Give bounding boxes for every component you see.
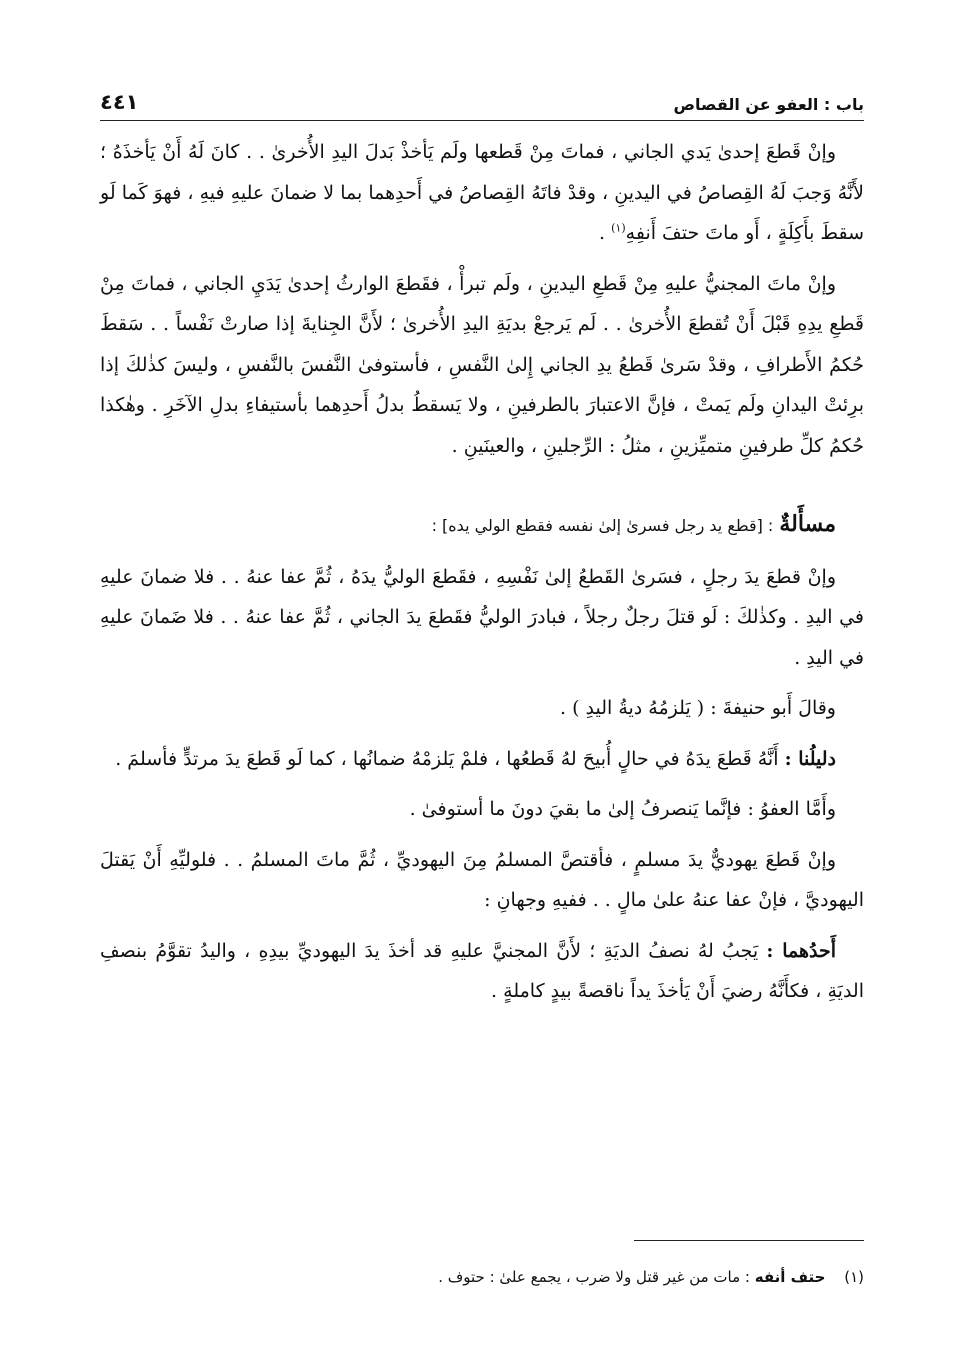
chapter-title: باب : العفو عن القصاص (673, 95, 864, 114)
paragraph-1 (100, 132, 864, 254)
masala-subtitle: : [قطع يد رجل فسرىٰ إلىٰ نفسه فقطع الولي يده] : (431, 516, 774, 535)
paragraph-2: وإنْ ماتَ المجنيُّ عليهِ مِنْ قَطعِ اليدينِ ، ولَم تبرأْ ، فقَطعَ الوارثُ إحدىٰ يَدَيِ الجاني ، فماتَ مِنْ قَطعِ يدِهِ قَبْلَ أَنْ تُقطعَ الأُخرىٰ . . لَم يَرجعْ بديَةِ اليدِ الأُخرىٰ ؛ لأَنَّ الجِنايةَ إذا صارتْ نَفْساً . . سَقطَ حُكمُ الأَطرافِ ، وقدْ سَرىٰ قَطعُ يدِ الجاني إِلىٰ النَّفسِ ، فأستوفىٰ النَّفسَ بالنَّفسِ ، وليسَ كذٰلكَ إذا برِئتْ اليدانِ ولَم يَمتْ ، فإنَّ الاعتبارَ بالطرفينِ ، ولا يَسقطُ بدلُ أَحدِهما بأستيفاءِ بدلِ الآخَرِ . وهٰكذا حُكمُ كلِّ طرفينِ متميِّزينِ ، مثلُ : الرِّجلينِ ، والعينَينِ . (100, 272, 864, 457)
footnote (100, 1268, 864, 1286)
footnote-mark: (١) (611, 221, 626, 235)
main-text (100, 132, 864, 1022)
paragraph-4: وقالَ أَبو حنيفةَ : ( يَلزمُهُ ديةُ اليدِ ) . (559, 697, 836, 719)
paragraph-1-text: وإنْ قَطعَ إحدىٰ يَدي الجاني ، فماتَ مِنْ قَطعها ولَم يَأخذْ بَدلَ اليدِ الأُخرىٰ . . كانَ لَهُ أَنْ يَأخذَهُ ؛ لأَنَّهُ وَجبَ لَهُ القِصاصُ في اليدينِ ، وقدْ فاتَهُ القِصاصُ في أَحدِهما بما لا ضمانَ عليهِ فيهِ ، فهوَ كَما لَو سقطَ بأَكِلَةٍ ، أَو ماتَ حتفَ أَنفِهِ (100, 141, 864, 244)
footnote-term: حتف أنفه (754, 1268, 826, 1286)
header-rule (100, 120, 864, 121)
paragraph-3: وإنْ قطعَ يدَ رجلٍ ، فسَرىٰ القَطعُ إلىٰ نَفْسِهِ ، فقَطعَ الوليُّ يدَهُ ، ثُمَّ عفا عنهُ . . فلا ضمانَ عليهِ في اليدِ . وكذٰلكَ : لَو قتلَ رجلٌ رجلاً ، فبادرَ الوليُّ فقَطعَ يدَ الجاني ، ثُمَّ عفا عنهُ . . فلا ضَمانَ عليهِ في اليدِ . (100, 565, 864, 669)
page-number: ٤٤١ (100, 90, 139, 114)
paragraph-1-end: . (599, 222, 612, 244)
term-dalil: دليلُنا : (784, 747, 836, 770)
paragraph-6 (100, 789, 864, 830)
paragraph-7: وإنْ قَطعَ يهوديٌّ يدَ مسلمٍ ، فأقتصَّ المسلمُ مِنَ اليهوديِّ ، ثُمَّ ماتَ المسلمُ . . فلوليِّهِ أَنْ يَقتلَ اليهوديَّ ، فإنْ عفا عنهُ علىٰ مالٍ . . ففيهِ وجهانِ : (100, 848, 864, 911)
term-afw: وأَمَّا العفوُ : (747, 798, 836, 820)
paragraph-8 (100, 931, 864, 1012)
running-header (100, 82, 864, 114)
footnote-text: : مات من غير قتل ولا ضرب ، يجمع علىٰ : حتوف . (438, 1268, 750, 1286)
paragraph-5-text: أَنَّهُ قَطعَ يدَهُ في حالٍ أُبيحَ لهُ قَطعُها ، فلمْ يَلزمْهُ ضمانُها ، كما لَو قَطعَ يدَ مرتدٍّ فأسلمَ . (115, 747, 779, 770)
paragraph-5 (100, 739, 864, 780)
paragraph-6-text: فإنَّما يَنصرفُ إلىٰ ما بقيَ دونَ ما أستوفىٰ . (409, 798, 742, 820)
term-ahaduhuma: أَحدُهما : (766, 939, 836, 962)
masala-title: مسأَلةٌ (779, 511, 836, 537)
masala-heading (100, 504, 864, 547)
footnote-number: (١) (844, 1268, 864, 1286)
paragraph-8-text: يَجبُ لهُ نصفُ الديَةِ ؛ لأَنَّ المجنيَّ عليهِ قد أخذَ يدَ اليهوديِّ بيدِهِ ، واليدُ تقوَّمُ بنصفِ الديَةِ ، فكأَنَّهُ رضيَ أَنْ يَأخذَ يداً ناقصةً بيدٍ كاملةٍ . (100, 939, 864, 1002)
footnote-rule (634, 1240, 864, 1241)
